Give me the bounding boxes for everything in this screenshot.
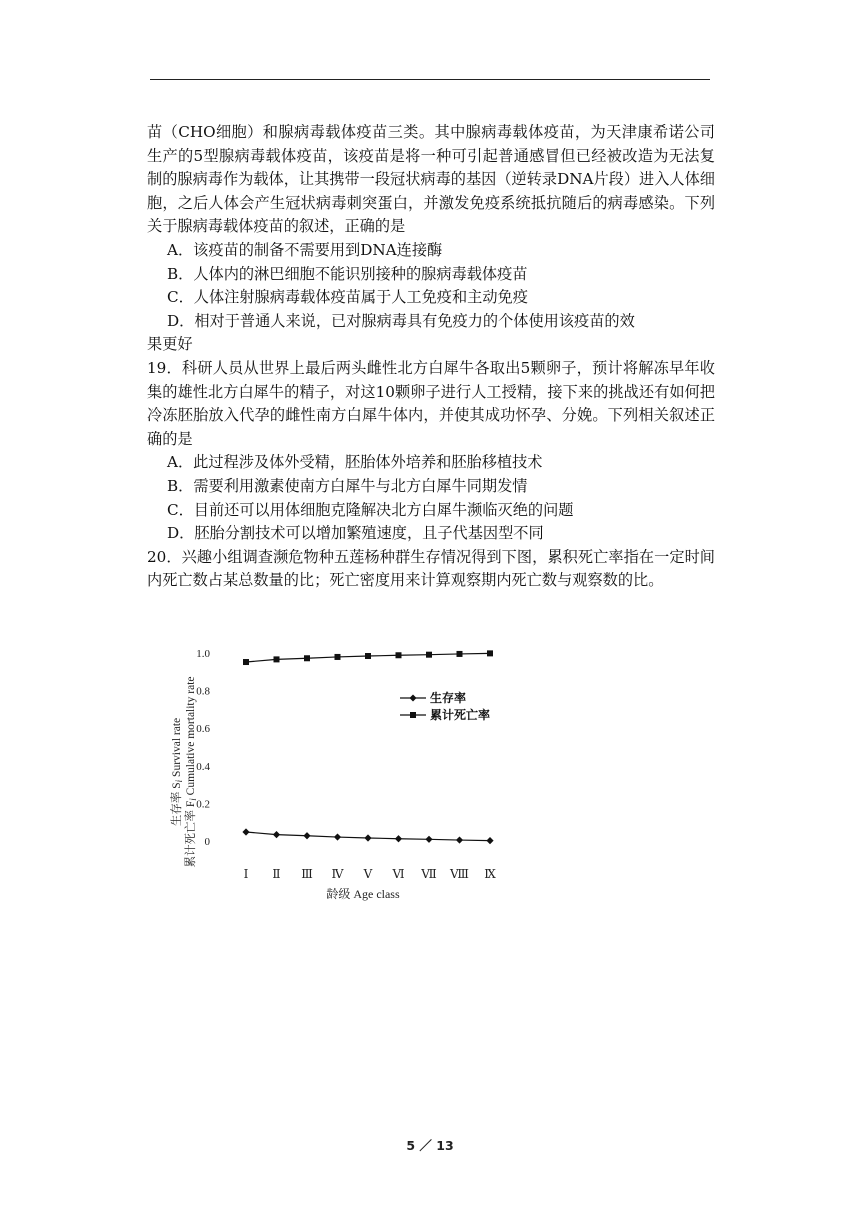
x-axis-label: 龄级 Age class [326, 887, 400, 901]
q19-option-d: D．胚胎分割技术可以增加繁殖速度，且子代基因型不同 [167, 524, 544, 543]
x-tick-label: Ⅵ [392, 867, 405, 881]
x-tick-label: Ⅱ [272, 867, 281, 881]
x-axis-ticks [244, 867, 497, 881]
legend-diamond-marker [410, 695, 417, 702]
data-point-1-8 [487, 650, 493, 656]
survival-chart-svg [164, 640, 524, 906]
q18-option-d-line1: D．相对于普通人来说，已对腺病毒具有免疫力的个体使用该疫苗的效 [167, 311, 635, 330]
y-label-1a: 生存率 S [171, 782, 183, 827]
y-axis-label-survival [169, 718, 184, 826]
legend-square-marker [410, 712, 416, 718]
data-point-1-2 [304, 655, 310, 661]
q19-option-b: B．需要利用激素使南方白犀牛与北方白犀牛同期发情 [167, 476, 528, 495]
y-tick-label: 0 [204, 836, 210, 848]
q19-option-a: A．此过程涉及体外受精，胚胎体外培养和胚胎移植技术 [167, 453, 543, 472]
x-tick-label: Ⅴ [363, 867, 373, 881]
q19-option-c: C．目前还可以用体细胞克隆解决北方白犀牛濒临灭绝的问题 [167, 500, 574, 519]
survival-chart [164, 640, 524, 906]
y-label-1-sub: i [174, 779, 184, 783]
y-tick-label: 1.0 [196, 648, 210, 660]
data-point-1-4 [365, 653, 371, 659]
header-rule [150, 79, 710, 80]
data-point-0-3 [334, 833, 341, 840]
q19-stem: 19．科研人员从世界上最后两头雌性北方白犀牛各取出5颗卵子，预计将解冻早年收集的雄性北方白犀牛的精子，对这10颗卵子进行人工授精，接下来的挑战还有如何把冷冻胚胎放入代孕的雌性南方白犀牛体内，并使其成功怀孕、分娩。下列相关叙述正确的是 [147, 358, 715, 448]
x-tick-label: Ⅰ [243, 867, 249, 881]
data-point-0-4 [364, 834, 371, 841]
data-point-1-6 [426, 652, 432, 658]
x-tick-label: Ⅸ [484, 867, 496, 881]
y-label-2a: 累计死亡率 F [185, 800, 197, 868]
y-tick-label: 0.6 [196, 723, 210, 736]
q20-stem: 20．兴趣小组调查濒危物种五莲杨种群生存情况得到下图，累积死亡率指在一定时间内死亡数占某总数量的比；死亡密度用来计算观察期内死亡数与观察数的比。 [147, 547, 715, 590]
data-point-0-1 [273, 831, 280, 838]
data-point-1-5 [396, 652, 402, 658]
data-point-1-1 [274, 656, 280, 662]
q18-option-d-line2: 果更好 [147, 335, 193, 354]
q18-continuation: 苗（CHO细胞）和腺病毒载体疫苗三类。其中腺病毒载体疫苗，为天津康希诺公司生产的5型腺病毒载体疫苗，该疫苗是将一种可引起普通感冒但已经被改造为无法复制的腺病毒作为载体，让其携带一段冠状病毒的基因（逆转录DNA片段）进入人体细胞，之后人体会产生冠状病毒刺突蛋白，并激发免疫系统抵抗随后的病毒感染。下列关于腺病毒载体疫苗的叙述，正确的是 [147, 123, 715, 236]
x-tick-label: Ⅲ [301, 867, 313, 881]
legend-label-cumulative: 累计死亡率 [430, 708, 491, 722]
x-tick-label: Ⅶ [421, 867, 437, 881]
legend [400, 690, 490, 722]
page-number: 5 ／ 13 [406, 1138, 454, 1153]
y-label-2b: Cumulative mortality rate [185, 676, 197, 799]
y-tick-label: 0.8 [196, 685, 210, 698]
q18-option-a: A．该疫苗的制备不需要用到DNA连接酶 [167, 240, 443, 259]
data-point-1-3 [335, 654, 341, 660]
data-point-0-5 [395, 835, 402, 842]
y-tick-label: 0.4 [196, 760, 210, 773]
q18-option-b: B．人体内的淋巴细胞不能识别接种的腺病毒载体疫苗 [167, 264, 528, 283]
q18-option-c: C．人体注射腺病毒载体疫苗属于人工免疫和主动免疫 [167, 288, 528, 307]
x-tick-label: Ⅳ [331, 867, 344, 881]
data-point-0-2 [303, 832, 310, 839]
data-point-0-0 [242, 828, 249, 835]
data-point-0-6 [425, 836, 432, 843]
legend-label-survival: 生存率 [430, 691, 467, 705]
data-point-0-7 [456, 836, 463, 843]
document-body [147, 121, 715, 593]
data-point-0-8 [486, 837, 493, 844]
x-tick-label: Ⅷ [450, 867, 469, 881]
y-axis-ticks [196, 648, 210, 848]
y-label-2-sub: i [188, 798, 198, 801]
y-label-1b: Survival rate [171, 717, 183, 780]
data-point-1-0 [243, 659, 249, 665]
series-layer [242, 650, 493, 844]
data-point-1-7 [457, 651, 463, 657]
y-tick-label: 0.2 [196, 798, 210, 811]
